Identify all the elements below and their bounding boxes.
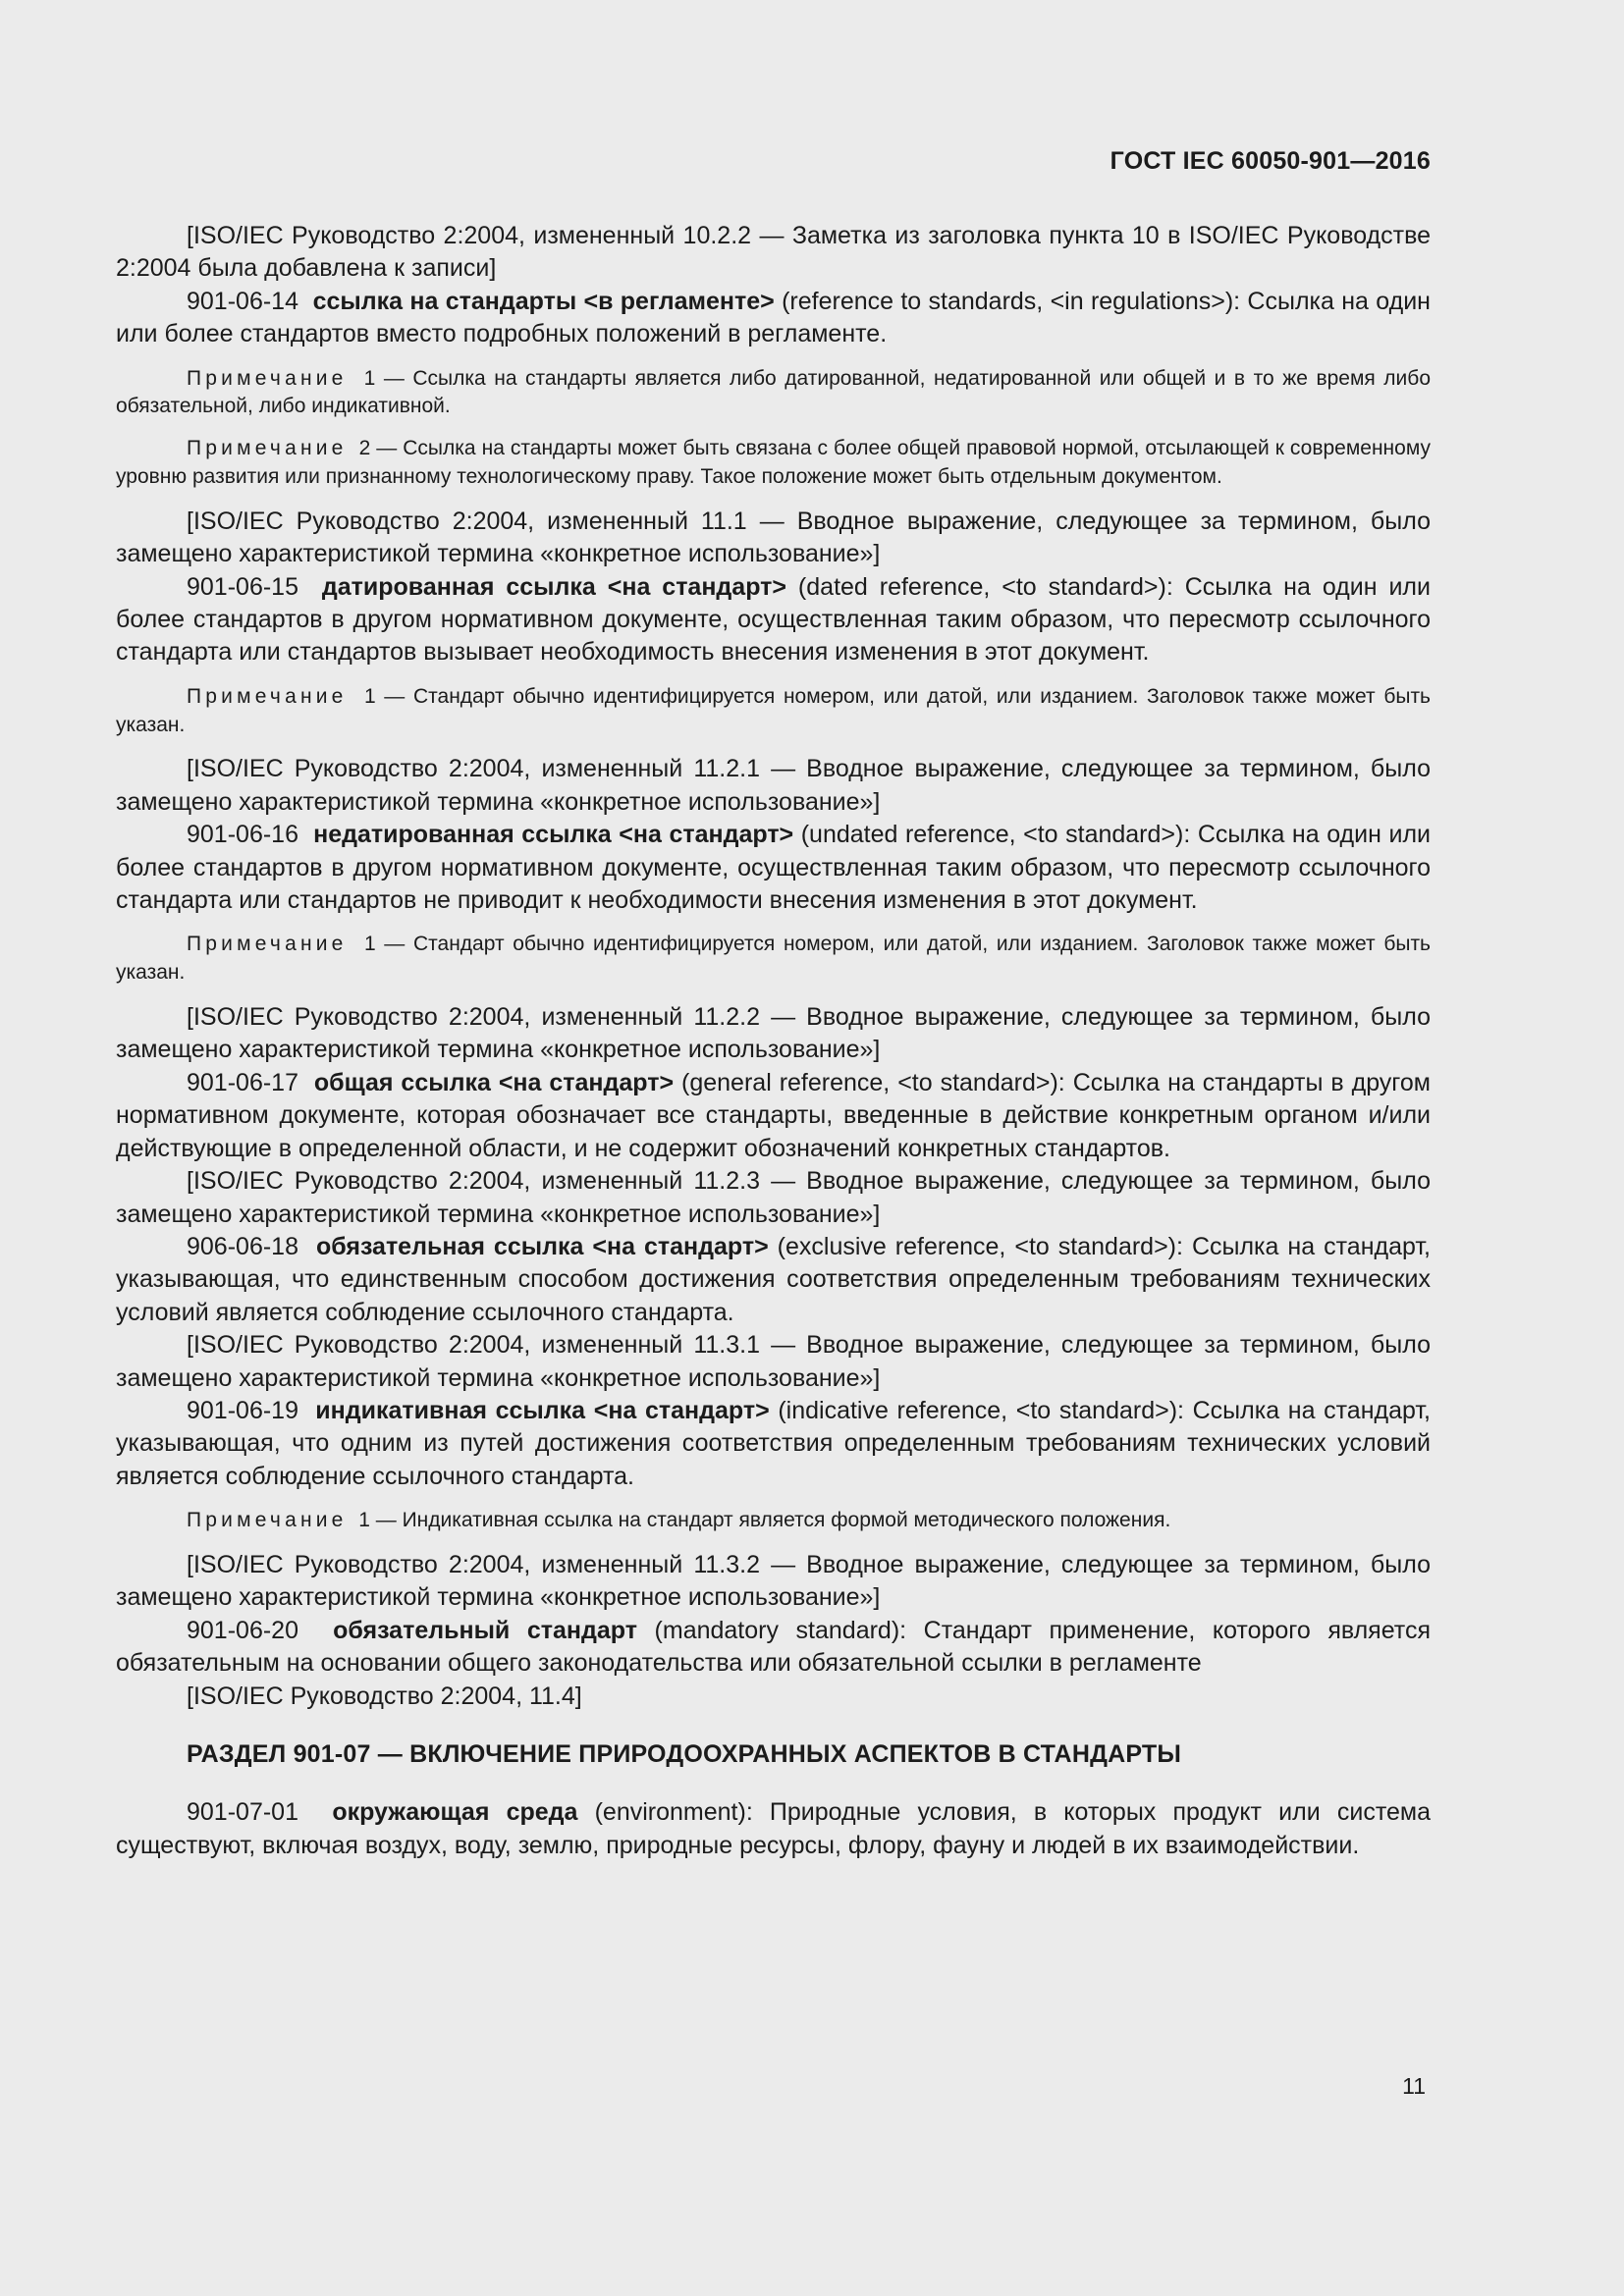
term-number: 901-06-14 (187, 287, 298, 315)
term-entry-906-06-18 (116, 1231, 1431, 1329)
term-entry-901-06-16 (116, 819, 1431, 917)
note (116, 435, 1431, 492)
term-name: недатированная ссылка <на стандарт> (313, 821, 794, 849)
term-definition: (general reference, <to standard>): Ссылка на стандарты в другом нормативном документе, которая обозначает все стандарты, введенные в действие конкретным органом и/или действующие в определенной области, и не содержит обозначений конкретных стандартов. (116, 1068, 1431, 1162)
source-reference: [ISO/IEC Руководство 2:2004, измененный 11.2.3 — Вводное выражение, следующее за термином, было замещено характеристикой термина «конкретное использование»] (116, 1167, 1431, 1228)
note-label: Примечание (187, 437, 348, 460)
note-text: 2 — Ссылка на стандарты может быть связана с более общей правовой нормой, отсылающей к современному уровню развития или признанному технологическому праву. Такое положение может быть отдельным документом. (116, 437, 1431, 489)
note (116, 931, 1431, 988)
term-definition: (dated reference, <to standard>): Ссылка на один или более стандартов в другом нормативном документе, осуществленная таким образом, что пересмотр ссылочного стандарта или стандартов вызывает необходимость внесения изменения в этот документ. (116, 572, 1431, 667)
term-number: 906-06-18 (187, 1232, 298, 1260)
term-name: окружающая среда (332, 1798, 578, 1827)
term-definition: (mandatory standard): Стандарт применение, которого является обязательным на основании общего законодательства или обязательной ссылки в регламенте (116, 1616, 1431, 1678)
term-definition: (environment): Природные условия, в которых продукт или система существуют, включая воздух, воду, землю, природные ресурсы, флору, фауну и людей в их взаимодействии. (116, 1798, 1431, 1859)
document-code-header: ГОСТ IEC 60050-901—2016 (1110, 147, 1431, 175)
term-entry-901-06-17 (116, 1067, 1431, 1165)
term-entry-901-06-15 (116, 571, 1431, 669)
source-reference: [ISO/IEC Руководство 2:2004, измененный 10.2.2 — Заметка из заголовка пункта 10 в ISO/IEC Руководстве 2:2004 была добавлена к записи] (116, 222, 1431, 283)
note-text: 1 — Стандарт обычно идентифицируется номером, или датой, или изданием. Заголовок также может быть указан. (116, 684, 1431, 736)
page-number: 11 (1402, 2073, 1426, 2099)
term-entry-901-06-14 (116, 286, 1431, 351)
note (116, 1507, 1431, 1535)
note-label: Примечание (187, 366, 348, 390)
note-label: Примечание (187, 684, 348, 708)
term-name: обязательный стандарт (333, 1616, 637, 1644)
term-definition: (reference to standards, <in regulations>): Ссылка на один или более стандартов вместо подробных положений в регламенте. (116, 287, 1431, 348)
term-definition: (indicative reference, <to standard>): Ссылка на стандарт, указывающая, что одним из путей достижения соответствия определенным требованиям технических условий является соблюдение ссылочного стандарта. (116, 1396, 1431, 1490)
term-number: 901-06-16 (187, 821, 298, 849)
term-name: датированная ссылка <на стандарт> (321, 572, 786, 601)
note-text: 1 — Стандарт обычно идентифицируется номером, или датой, или изданием. Заголовок также может быть указан. (116, 933, 1431, 985)
term-name: ссылка на стандарты <в регламенте> (312, 287, 775, 315)
section-heading: РАЗДЕЛ 901-07 — ВКЛЮЧЕНИЕ ПРИРОДООХРАННЫХ АСПЕКТОВ В СТАНДАРТЫ (187, 1739, 1182, 1768)
term-number: 901-06-19 (187, 1396, 298, 1424)
source-reference: [ISO/IEC Руководство 2:2004, измененный 11.2.2 — Вводное выражение, следующее за термином, было замещено характеристикой термина «конкретное использование»] (116, 1003, 1431, 1064)
term-entry-901-07-01 (116, 1796, 1431, 1862)
note-label: Примечание (187, 933, 348, 956)
note (116, 683, 1431, 740)
source-reference: [ISO/IEC Руководство 2:2004, измененный 11.2.1 — Вводное выражение, следующее за термином, было замещено характеристикой термина «конкретное использование»] (116, 755, 1431, 816)
term-name: обязательная ссылка <на стандарт> (315, 1232, 769, 1260)
term-definition: (exclusive reference, <to standard>): Ссылка на стандарт, указывающая, что единственным способом достижения соответствия определенным требованиям технических условий является соблюдение ссылочного стандарта. (116, 1232, 1431, 1326)
term-definition: (undated reference, <to standard>): Ссылка на один или более стандартов в другом нормативном документе, осуществленная таким образом, что пересмотр ссылочного стандарта или стандартов не приводит к необходимости внесения изменения в этот документ. (116, 821, 1431, 915)
note-text: 1 — Индикативная ссылка на стандарт является формой методического положения. (358, 1509, 1171, 1532)
term-entry-901-06-19 (116, 1395, 1431, 1493)
term-name: общая ссылка <на стандарт> (313, 1068, 675, 1096)
source-reference: [ISO/IEC Руководство 2:2004, измененный 11.1 — Вводное выражение, следующее за термином, было замещено характеристикой термина «конкретное использование»] (116, 507, 1431, 568)
term-entry-901-06-20 (116, 1615, 1431, 1681)
source-reference: [ISO/IEC Руководство 2:2004, 11.4] (187, 1682, 582, 1710)
source-reference: [ISO/IEC Руководство 2:2004, измененный 11.3.1 — Вводное выражение, следующее за термином, было замещено характеристикой термина «конкретное использование»] (116, 1331, 1431, 1392)
term-number: 901-06-20 (187, 1616, 298, 1644)
note-label: Примечание (187, 1509, 348, 1532)
term-number: 901-06-15 (187, 572, 298, 601)
note (116, 365, 1431, 422)
source-reference: [ISO/IEC Руководство 2:2004, измененный 11.3.2 — Вводное выражение, следующее за термином, было замещено характеристикой термина «конкретное использование»] (116, 1550, 1431, 1612)
term-number: 901-07-01 (187, 1798, 298, 1827)
note-text: 1 — Ссылка на стандарты является либо датированной, недатированной или общей и в то же время либо обязательной, либо индикативной. (116, 366, 1431, 418)
term-number: 901-06-17 (187, 1068, 298, 1096)
term-name: индикативная ссылка <на стандарт> (315, 1396, 770, 1424)
page-body (116, 220, 1431, 1862)
